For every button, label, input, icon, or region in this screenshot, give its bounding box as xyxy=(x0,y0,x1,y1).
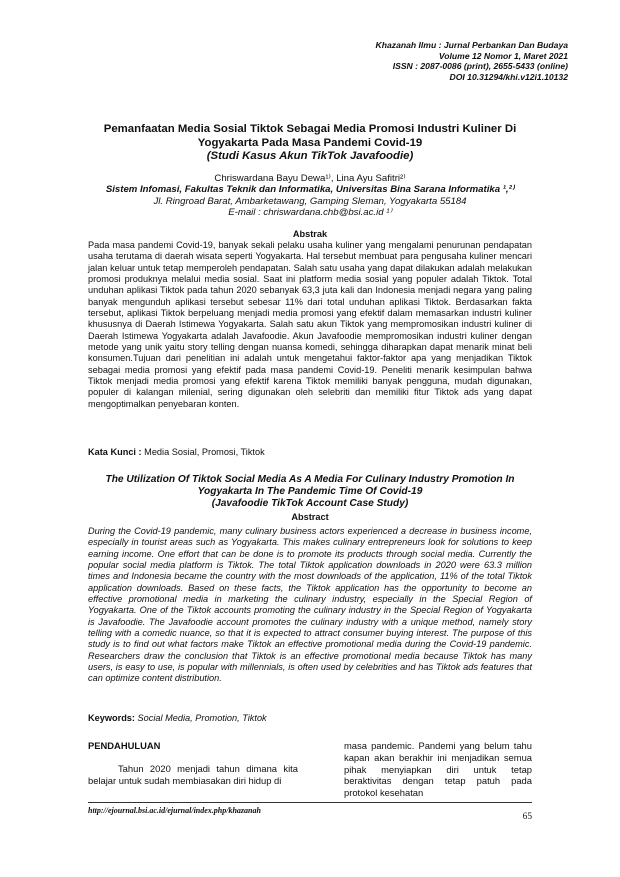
journal-issn: ISSN : 2087-0086 (print), 2655-5433 (online) xyxy=(392,61,568,72)
kata-kunci-label: Kata Kunci : xyxy=(88,447,142,457)
kata-kunci xyxy=(88,447,532,457)
kata-kunci-value: Media Sosial, Promosi, Tiktok xyxy=(144,447,265,457)
en-title-line-2: Yogyakarta In The Pandemic Time Of Covid-19 xyxy=(197,486,423,498)
page-number: 65 xyxy=(522,812,532,822)
abstrak-heading: Abstrak xyxy=(292,229,328,239)
footer-url: http://ejournal.bsi.ac.id/ejurnal/index.php/khazanah xyxy=(88,806,261,815)
body-left-column xyxy=(88,740,298,786)
keywords-label: Keywords: xyxy=(88,713,135,723)
keywords xyxy=(88,713,532,723)
abstract-heading: Abstract xyxy=(291,512,329,522)
journal-name: Khazanah Ilmu : Jurnal Perbankan Dan Budaya xyxy=(375,40,568,50)
author-affiliation: Sistem Infomasi, Fakultas Teknik dan Informatika, Universitas Bina Sarana Informatika ¹,²⁾ xyxy=(105,184,515,196)
journal-header xyxy=(376,40,568,82)
title-line-2: Yogyakarta Pada Masa Pandemi Covid-19 xyxy=(197,136,423,149)
keywords-value: Social Media, Promotion, Tiktok xyxy=(137,713,267,723)
title-line-1: Pemanfaatan Media Sosial Tiktok Sebagai Media Promosi Industri Kuliner Di xyxy=(103,123,517,135)
body-right-text: masa pandemic. Pandemi yang belum tahu kapan akan berakhir ini menjadikan semua pihak menyiapkan diri untuk tetap beraktivitas dengan tetap patuh pada protokol kesehatan xyxy=(344,740,532,799)
journal-volume: Volume 12 Nomor 1, Maret 2021 xyxy=(438,50,568,61)
paper-title-en xyxy=(88,474,532,511)
abstrak-text: Pada masa pandemi Covid-19, banyak sekali pelaku usaha kuliner yang mengalami penurunan pendapatan usaha terutama di daerah wisata seperti Yogyakarta. Hal tersebut membuat para pengusaha kuliner mencari jalan keluar untuk tetap memperoleh pendapatan. Salah satu usaha yang dapat dilakukan adalah melakukan promosi produknya melalui media sosial. Saat ini platform media sosial yang populer adalah Tiktok. Total unduhan aplikasi Tiktok pada tahun 2020 sebanyak 63,3 juta kali dan Indonesia menjadi negara yang paling banyak mengunduh aplikasi tersebut sebesar 11% dari total unduhan aplikasi Tiktok. Berdasarkan fakta tersebut, aplikasi Tiktok berpeluang menjadi media promosi yang efektif dalam memasarkan industri kuliner khususnya di Daerah Istimewa Yogyakarta. Salah satu akun Tiktok yang mempromosikan industri kuliner di Daerah Istimewa Yogyakarta adalah Javafoodie. Akun Javafoodie mempromosikan industri kuliner dengan metode yang unik yaitu story telling dengan nuansa komedi, sehingga diharapkan dapat menarik minat beli konsumen.Tujuan dari penelitian ini adalah untuk mengetahui faktor-faktor apa yang menjadikan Tiktok sebagai media promosi yang efektif pada masa pandemi Covid-19. Peneliti menarik kesimpulan bahwa Tiktok menjadi media promosi yang efektif karena Tiktok memiliki banyak pengguna, mudah digunakan, populer di kalangan milenial, sering digunakan oleh selebriti dan memiliki fitur Tiktok ads yang dapat mengoptimalkan penyebaran konten. xyxy=(88,240,532,409)
paper-title-id xyxy=(88,123,532,164)
author-names: Chriswardana Bayu Dewa¹⁾, Lina Ayu Safitri²⁾ xyxy=(214,173,406,184)
title-subtitle: (Studi Kasus Akun TikTok Javafoodie) xyxy=(206,150,414,163)
section-heading-pendahuluan: PENDAHULUAN xyxy=(88,740,161,751)
authors-block xyxy=(60,173,560,219)
abstract-text: During the Covid-19 pandemic, many culinary business actors experienced a decrease in business income, especially in tourist areas such as Yogyakarta. This makes culinary entrepreneurs look for solutions to keep earning income. One effort that can be done is to promote its products through social media. Currently the popular social media platform is Tiktok. The total Tiktok application downloads in 2020 were 63.3 million times and Indonesia became the country with the most downloads of the application, 11% of the total Tiktok application downloads. Based on these facts, the Tiktok application has the opportunity to become an effective promotional media in marketing the culinary industry, especially in the Special Region of Yogyakarta. One of the Tiktok accounts promoting the culinary industry in the Special Region of Yogyakarta is Javafoodie. The Javafoodie account promotes the culinary industry with a unique method, namely story telling with a comedic nuance, so that it is expected to attract consumer buying interest. The purpose of this study is to find out what factors make Tiktok an effective promotional media during the Covid-19 pandemic. Researchers draw the conclusion that Tiktok is an effective promotional media because Tiktok has many users, is easy to use, is popular with millennials, is often used by celebrities and has Tiktok ads features that can optimize content distribution. xyxy=(88,526,532,684)
en-title-subtitle: (Javafoodie TikTok Account Case Study) xyxy=(211,498,409,510)
en-title-line-1: The Utilization Of Tiktok Social Media As A Media For Culinary Industry Promotion In xyxy=(105,474,515,485)
author-address: Jl. Ringroad Barat, Ambarketawang, Gamping Sleman, Yogyakarta 55184 xyxy=(153,195,467,207)
body-right-column xyxy=(344,740,532,799)
footer-divider xyxy=(88,802,532,803)
body-left-text: Tahun 2020 menjadi tahun dimana kita belajar untuk sudah membiasakan diri hidup di xyxy=(88,762,298,786)
journal-doi: DOI 10.31294/khi.v12i1.10132 xyxy=(449,71,568,82)
author-email: E-mail : chriswardana.chb@bsi.ac.id ¹⁾ xyxy=(228,207,392,219)
